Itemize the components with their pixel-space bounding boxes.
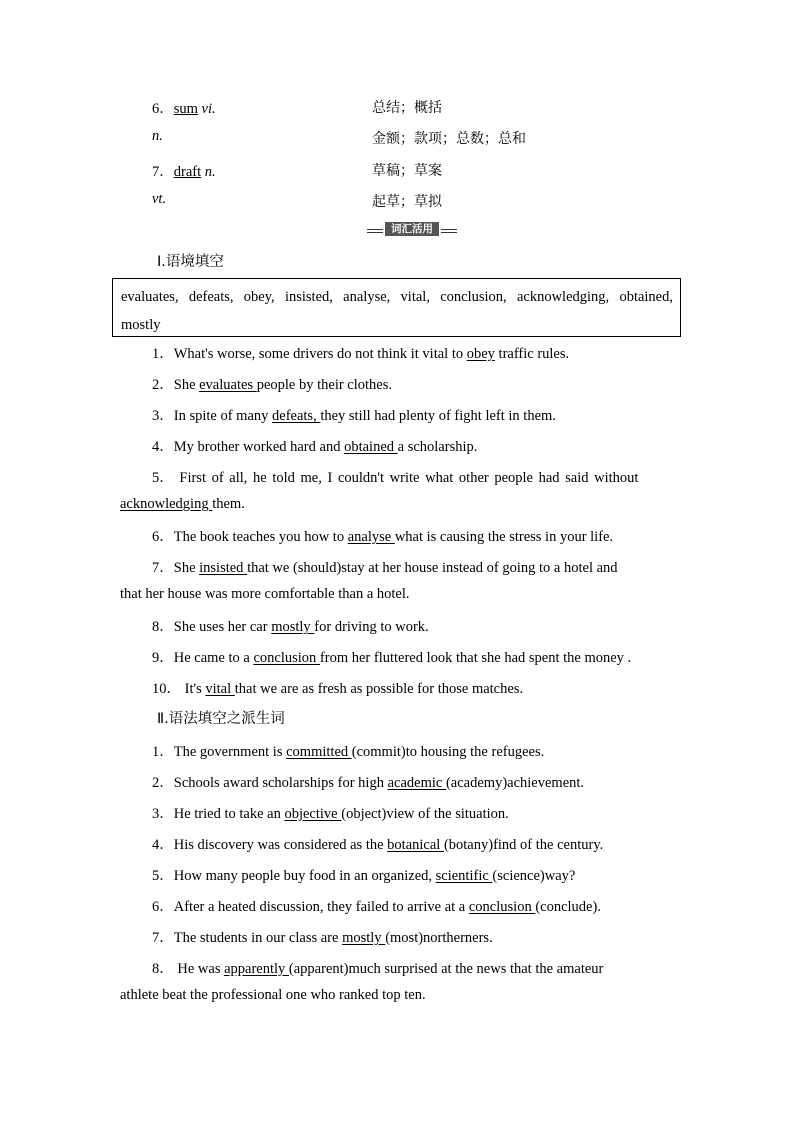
vocab-row	[0, 160, 794, 182]
answer-blank: mostly	[342, 930, 386, 946]
exercise-line: 5．How many people buy food in an organized, scientific (science)way?	[152, 868, 576, 884]
answer-blank: vital	[205, 681, 235, 697]
vocab-term: vt.	[152, 191, 167, 207]
exercise-line: 3．He tried to take an objective (object)view of the situation.	[152, 806, 509, 822]
exercise-line: 6．After a heated discussion, they failed to arrive at a conclusion (conclude).	[152, 899, 601, 915]
exercise-line: acknowledging them.	[120, 496, 245, 512]
vocab-meaning: 起草；草拟	[372, 194, 442, 210]
answer-blank: conclusion	[253, 650, 320, 666]
exercise-line: 1．What's worse, some drivers do not think it vital to obey traffic rules.	[152, 346, 570, 362]
answer-blank: evaluates	[199, 377, 257, 393]
vocab-term: 7．draft n.	[152, 164, 216, 180]
exercise-line: that her house was more comfortable than a hotel.	[120, 586, 410, 602]
word-bank-box	[112, 278, 681, 337]
exercise-line: athlete beat the professional one who ranked top ten.	[120, 987, 426, 1003]
answer-blank: committed	[286, 744, 352, 760]
vocab-meaning: 金额；款项；总数；总和	[372, 131, 526, 147]
exercise-line: 5． First of all, he told me, I couldn't write what other people had said without	[152, 470, 639, 486]
answer-blank: obey	[466, 346, 495, 362]
vocab-row	[0, 97, 794, 119]
section-banner	[367, 222, 457, 237]
exercise-line: 8． He was apparently (apparent)much surprised at the news that the amateur	[152, 961, 604, 977]
exercise-line: 6．The book teaches you how to analyse what is causing the stress in your life.	[152, 529, 614, 545]
banner-label: 词汇活用	[385, 222, 439, 236]
answer-blank: mostly	[271, 619, 315, 635]
exercise-line: 2．Schools award scholarships for high academic (academy)achievement.	[152, 775, 585, 791]
vocab-row	[0, 128, 794, 150]
vocab-term: 6．sum vi.	[152, 101, 216, 117]
exercise-line: 1．The government is committed (commit)to housing the refugees.	[152, 744, 545, 760]
exercise-line: 8．She uses her car mostly for driving to work.	[152, 619, 429, 635]
exercise-line: 3．In spite of many defeats, they still had plenty of fight left in them.	[152, 408, 556, 424]
exercise-line: 10． It's vital that we are as fresh as possible for those matches.	[152, 681, 524, 697]
answer-blank: defeats,	[272, 408, 321, 424]
section-title: Ⅰ.语境填空	[157, 254, 224, 270]
exercise-line: 9．He came to a conclusion from her fluttered look that she had spent the money .	[152, 650, 632, 666]
answer-blank: objective	[284, 806, 342, 822]
exercise-line: 4．His discovery was considered as the botanical (botany)find of the century.	[152, 837, 604, 853]
answer-blank: apparently	[224, 961, 289, 977]
exercise-line: 4．My brother worked hard and obtained a scholarship.	[152, 439, 478, 455]
exercise-line: 2．She evaluates people by their clothes.	[152, 377, 392, 393]
vocab-row	[0, 191, 794, 213]
answer-blank: insisted	[199, 560, 248, 576]
section-title: Ⅱ.语法填空之派生词	[157, 711, 285, 727]
exercise-line: 7．The students in our class are mostly (most)northerners.	[152, 930, 493, 946]
answer-blank: academic	[387, 775, 446, 791]
exercise-line: 7．She insisted that we (should)stay at her house instead of going to a hotel and	[152, 560, 618, 576]
answer-blank: obtained	[344, 439, 398, 455]
answer-blank: acknowledging	[120, 496, 213, 512]
vocab-term: n.	[152, 128, 163, 144]
vocab-meaning: 总结；概括	[372, 100, 442, 116]
answer-blank: scientific	[435, 868, 493, 884]
answer-blank: analyse	[347, 529, 395, 545]
answer-blank: botanical	[387, 837, 444, 853]
answer-blank: conclusion	[468, 899, 536, 915]
vocab-meaning: 草稿；草案	[372, 163, 442, 179]
word-bank-text: evaluates, defeats, obey, insisted, analyse, vital, conclusion, acknowledging, obtained, mostly	[121, 289, 673, 333]
